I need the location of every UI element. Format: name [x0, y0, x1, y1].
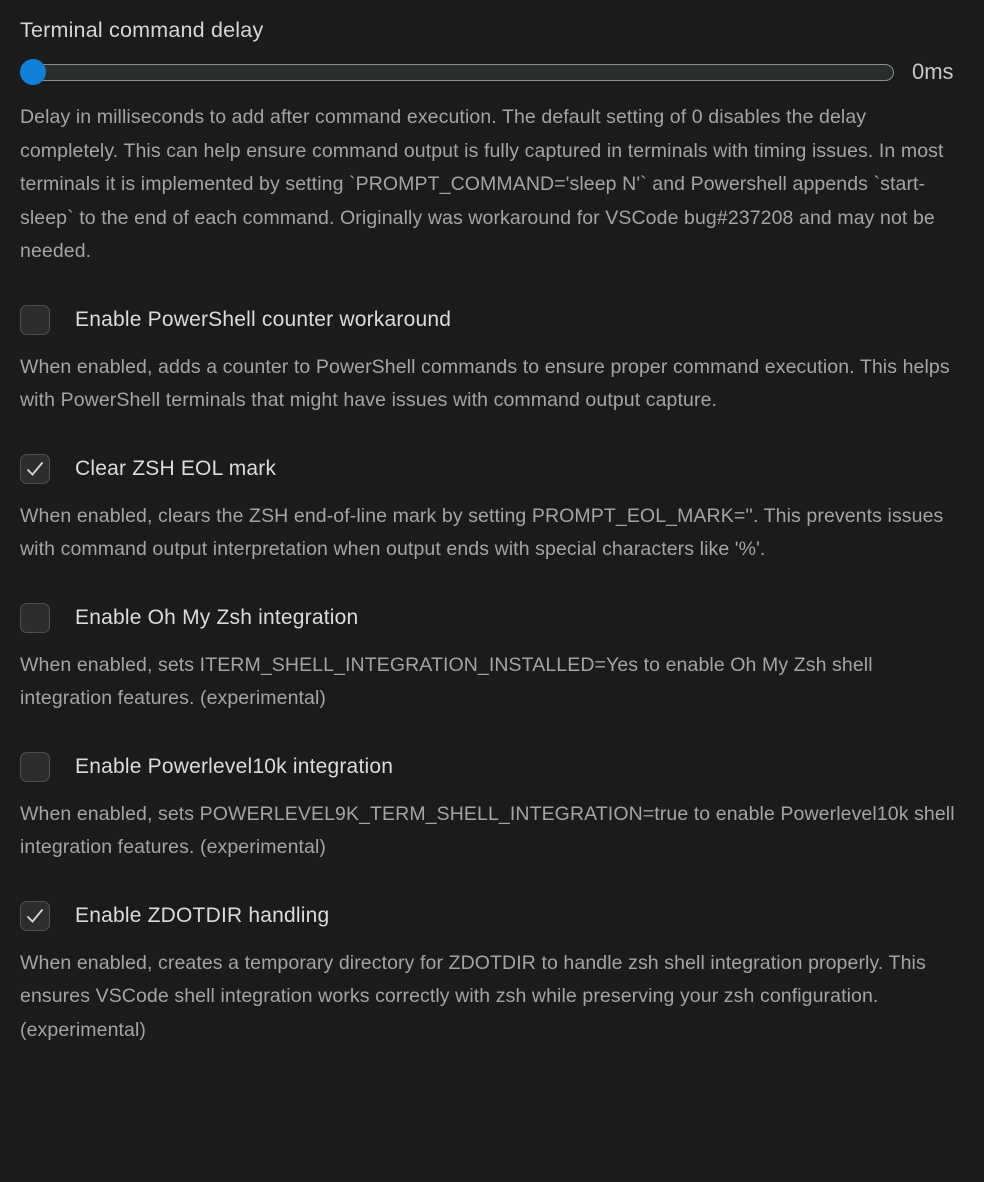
setting-description: Delay in milliseconds to add after command execution. The default setting of 0 disables the delay completely. This can help ensure command output is fully captured in terminals with timing issues. In most terminals it is implemented by setting `PROMPT_COMMAND='sleep N'` and Powershell appends `start-sleep` to the end of each command. Originally was workaround for VSCode bug#237208 and may not be needed.: [20, 106, 944, 262]
setting-zdotdir-handling: [20, 901, 964, 1048]
slider-track[interactable]: [20, 64, 894, 81]
checkbox-label[interactable]: Enable Powerlevel10k integration: [75, 754, 394, 778]
setting-description: When enabled, sets POWERLEVEL9K_TERM_SHELL_INTEGRATION=true to enable Powerlevel10k shell integration features. (experimental): [20, 802, 955, 858]
setting-description: When enabled, creates a temporary directory for ZDOTDIR to handle zsh shell integration properly. This ensures VSCode shell integration works correctly with zsh while preserving your zsh configuration. (experimental): [20, 951, 926, 1041]
setting-description: When enabled, clears the ZSH end-of-line mark by setting PROMPT_EOL_MARK=''. This prevents issues with command output interpretation when output ends with special characters like '%'.: [20, 504, 944, 560]
checkbox-label[interactable]: Enable PowerShell counter workaround: [75, 307, 452, 331]
checkbox-label[interactable]: Clear ZSH EOL mark: [75, 456, 277, 480]
checkbox-row: [20, 901, 964, 931]
powershell-counter-checkbox[interactable]: [20, 305, 50, 335]
checkbox-label[interactable]: Enable Oh My Zsh integration: [75, 605, 359, 629]
checkbox-row: [20, 305, 964, 335]
setting-powershell-counter-workaround: [20, 305, 964, 418]
setting-oh-my-zsh-integration: [20, 603, 964, 716]
terminal-command-delay-slider: [20, 57, 964, 87]
slider-thumb[interactable]: [20, 59, 46, 85]
setting-powerlevel10k-integration: [20, 752, 964, 865]
terminal-command-delay-title: Terminal command delay: [20, 18, 264, 42]
oh-my-zsh-checkbox[interactable]: [20, 603, 50, 633]
checkbox-row: [20, 454, 964, 484]
clear-zsh-eol-checkbox[interactable]: [20, 454, 50, 484]
checkbox-label[interactable]: Enable ZDOTDIR handling: [75, 903, 330, 927]
terminal-command-delay-setting: [20, 16, 964, 269]
checkbox-row: [20, 603, 964, 633]
zdotdir-checkbox[interactable]: [20, 901, 50, 931]
slider-value-label: 0ms: [912, 59, 954, 84]
setting-description: When enabled, adds a counter to PowerShell commands to ensure proper command execution. This helps with PowerShell terminals that might have issues with command output capture.: [20, 355, 950, 411]
powerlevel10k-checkbox[interactable]: [20, 752, 50, 782]
setting-description: When enabled, sets ITERM_SHELL_INTEGRATION_INSTALLED=Yes to enable Oh My Zsh shell integration features. (experimental): [20, 653, 873, 709]
checkmark-icon: [24, 458, 46, 480]
checkmark-icon: [24, 905, 46, 927]
setting-clear-zsh-eol-mark: [20, 454, 964, 567]
checkbox-row: [20, 752, 964, 782]
